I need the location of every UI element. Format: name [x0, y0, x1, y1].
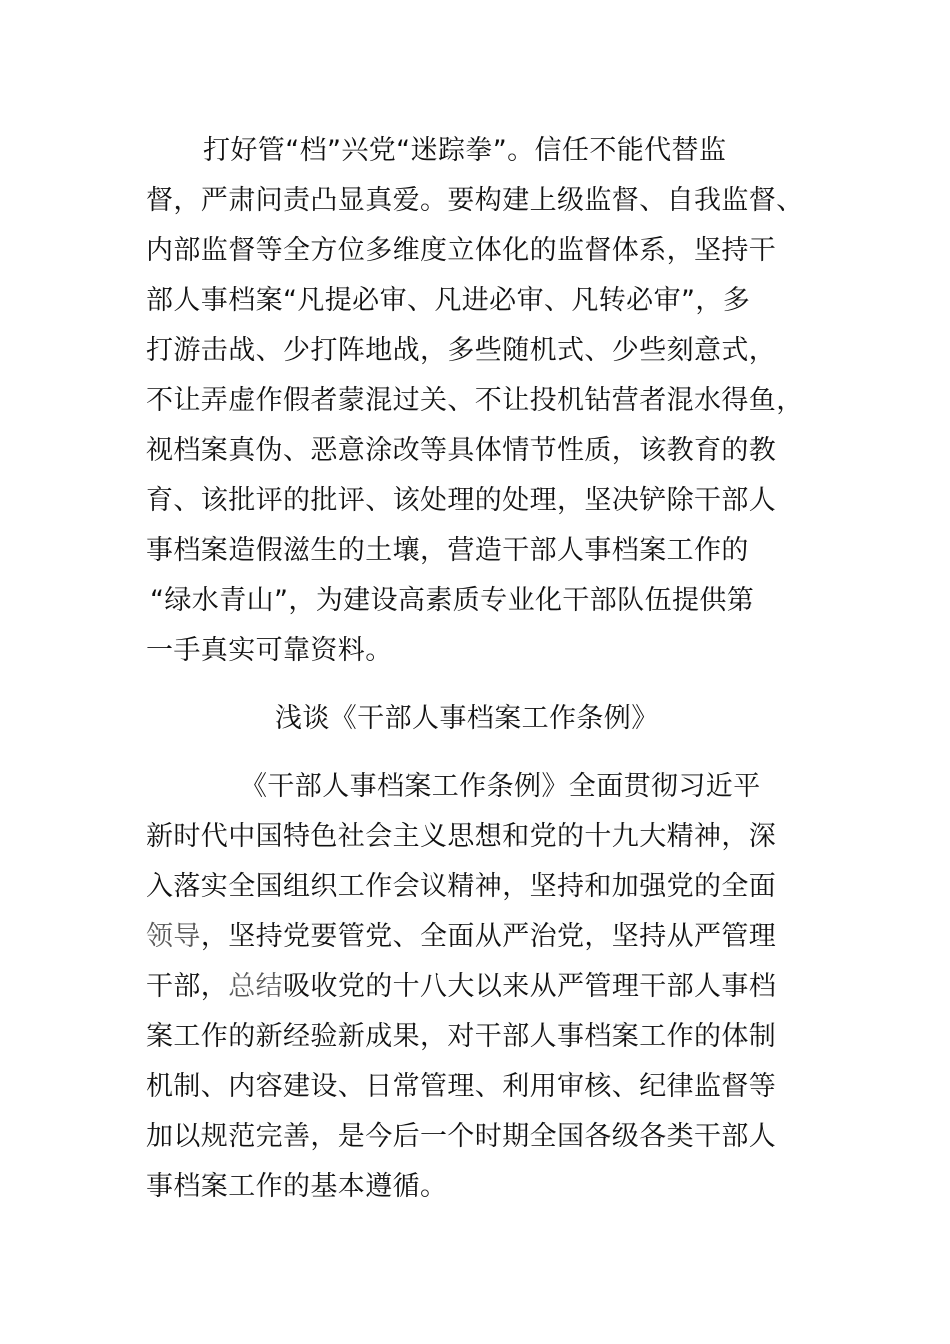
- paragraph-1-line-8: 育、该批评的批评、该处理的处理，坚决铲除干部人: [146, 485, 777, 516]
- paragraph-1-line-5: 打游击战、少打阵地战，多些随机式、少些刻意式，: [146, 335, 777, 366]
- paragraph-1-line-4: 部人事档案“凡提必审、凡进必审、凡转必审”，多: [146, 285, 751, 316]
- paragraph-1-line-10: “绿水青山”，为建设高素质专业化干部队伍提供第: [150, 585, 755, 616]
- paragraph-1-line-7: 视档案真伪、恶意涂改等具体情节性质，该教育的教: [146, 435, 777, 466]
- paragraph-2-line-8: 加以规范完善，是今后一个时期全国各级各类干部人: [146, 1121, 777, 1152]
- paragraph-1-line-1: 打好管“档”兴党“迷踪拳”。信任不能代替监: [203, 135, 727, 166]
- paragraph-2-line-1: 《干部人事档案工作条例》全面贯彻习近平: [240, 771, 761, 802]
- section-title: 浅谈《干部人事档案工作条例》: [275, 703, 659, 734]
- paragraph-1-line-9: 事档案造假滋生的土壤，营造干部人事档案工作的: [146, 535, 749, 566]
- paragraph-2-line-5-start: 干部，: [146, 971, 229, 1002]
- paragraph-1-line-2: 督，严肃问责凸显真爱。要构建上级监督、自我监督、: [146, 185, 804, 216]
- highlighted-term-summary: 总结: [228, 971, 284, 1002]
- paragraph-1-line-3: 内部监督等全方位多维度立体化的监督体系，坚持干: [146, 235, 777, 266]
- paragraph-2-line-2: 新时代中国特色社会主义思想和党的十九大精神，深: [146, 821, 777, 852]
- paragraph-2-line-5-text: 吸收党的十八大以来从严管理干部人事档: [283, 971, 777, 1002]
- paragraph-1-line-11: 一手真实可靠资料。: [146, 635, 393, 666]
- paragraph-2-line-3: 入落实全国组织工作会议精神，坚持和加强党的全面: [146, 871, 777, 902]
- paragraph-2-line-5: [146, 962, 776, 1012]
- paragraph-2-line-9: 事档案工作的基本遵循。: [146, 1171, 448, 1202]
- paragraph-1-line-6: 不让弄虚作假者蒙混过关、不让投机钻营者混水得鱼，: [146, 385, 804, 416]
- paragraph-2-line-7: 机制、内容建设、日常管理、利用审核、纪律监督等: [146, 1071, 777, 1102]
- paragraph-2-line-6: 案工作的新经验新成果，对干部人事档案工作的体制: [146, 1021, 777, 1052]
- paragraph-2-line-4-text: ，坚持党要管党、全面从严治党，坚持从严管理: [200, 921, 777, 952]
- highlighted-term-leadership: 领导: [146, 921, 201, 952]
- paragraph-2-line-4: [146, 912, 776, 962]
